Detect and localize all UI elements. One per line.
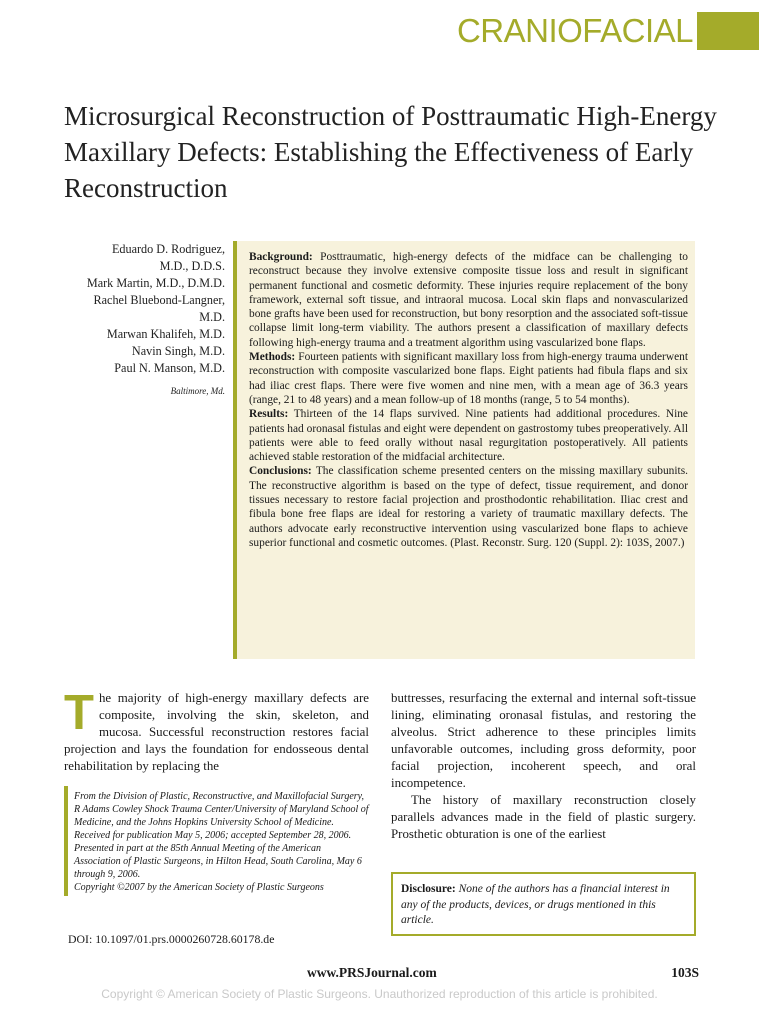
author-line: Navin Singh, M.D.	[131, 344, 225, 358]
journal-url[interactable]: www.PRSJournal.com	[307, 965, 437, 980]
body-paragraph: buttresses, resurfacing the external and internal soft-tissue lining, eliminating oronasal fistulas, and restoring the alveolus. Strict adherence to these principles limits unfavorable outcomes, including gross deformity, poor facial projection, incoherent speech, and oral incompetence.	[391, 691, 696, 790]
abstract-results-label: Results:	[249, 408, 289, 421]
abstract-citation: (Plast. Reconstr. Surg. 120 (Suppl. 2): 103S, 2007.)	[450, 536, 685, 549]
body-paragraph	[64, 686, 369, 775]
author-line: M.D., D.D.S.	[159, 259, 225, 273]
section-label: CRANIOFACIAL	[456, 12, 693, 49]
disclosure-box	[391, 872, 696, 936]
article-title: Microsurgical Reconstruction of Posttraumatic High-Energy Maxillary Defects: Establishing the Effectiveness of Early Reconstruction	[64, 101, 717, 203]
drop-cap: T	[64, 686, 94, 740]
author-line: Rachel Bluebond-Langner,	[93, 293, 225, 307]
author-line: Eduardo D. Rodriguez,	[111, 242, 225, 256]
author-line: Paul N. Manson, M.D.	[114, 361, 225, 375]
footnote-received: Received for publication May 5, 2006; accepted September 28, 2006.	[74, 830, 352, 841]
abstract-background	[249, 250, 688, 350]
body-paragraph: The history of maxillary reconstruction closely parallels advances made in the field of plastic surgery. Prosthetic obturation is one of the earliest	[391, 793, 696, 841]
body-column-left	[64, 686, 369, 775]
footnote-copyright: Copyright ©2007 by the American Society of Plastic Surgeons	[74, 882, 324, 893]
copyright-banner: Copyright © American Society of Plastic Surgeons. Unauthorized reproduction of this article is prohibited.	[101, 987, 658, 1001]
doi: DOI: 10.1097/01.prs.0000260728.60178.de	[68, 932, 275, 946]
author-line: Marwan Khalifeh, M.D.	[106, 327, 225, 341]
article-footnote	[64, 786, 369, 896]
abstract-box	[233, 241, 695, 659]
author-line: M.D.	[199, 310, 225, 324]
author-city: Baltimore, Md.	[170, 386, 225, 396]
abstract-results-text: Thirteen of the 14 flaps survived. Nine patients had additional procedures. Nine patients had oronasal fistulas and eight were dependent on gastrostomy tubes preoperatively. All patients were able to feed orally without nasal regurgitation postoperatively. All patients achieved stable restoration of the midfacial architecture.	[249, 408, 688, 464]
disclosure-text: None of the authors has a financial interest in any of the products, devices, or drugs mentioned in this article.	[401, 883, 670, 926]
abstract-conclusions-text: The classification scheme presented centers on the missing maxillary subunits. The reconstructive algorithm is based on the type of defect, tissue requirement, and donor tissues necessary to restore facial projection and prosthodontic rehabilitation. Iliac crest and fibula bone free flaps are ideal for restoring a variety of traumatic maxillary defects. The authors advocate early reconstructive intervention using vascularized bone flaps to achieve superior functional and cosmetic outcomes.	[249, 465, 688, 549]
abstract-conclusions-label: Conclusions:	[249, 465, 312, 478]
body-column-right	[391, 690, 696, 843]
disclosure-label: Disclosure:	[401, 883, 456, 895]
footnote-affiliation: From the Division of Plastic, Reconstructive, and Maxillofacial Surgery, R Adams Cowley Shock Trauma Center/University of Maryland School of Medicine, and the Johns Hopkins University School of Medicine.	[74, 791, 369, 828]
author-line: Mark Martin, M.D., D.M.D.	[86, 276, 225, 290]
footnote-presented: Presented in part at the 85th Annual Meeting of the American Association of Plastic Surgeons, in Hilton Head, South Carolina, May 6 through 9, 2006.	[74, 843, 362, 880]
abstract-results	[249, 407, 688, 464]
abstract-methods-text: Fourteen patients with significant maxillary loss from high-energy trauma underwent reconstruction with composite vascularized bone flaps. Eight patients had fibula flaps and six had iliac crest flaps. There were five women and nine men, with a mean age of 36.3 years (range, 21 to 48 years) and a mean follow-up of 18 months (range, 5 to 54 months).	[249, 351, 688, 406]
abstract-background-label: Background:	[249, 251, 313, 263]
section-header	[457, 12, 759, 50]
abstract-methods	[249, 350, 688, 407]
abstract-background-text: Posttraumatic, high-energy defects of the midface can be challenging to reconstruct because they involve extensive composite tissue loss and result in significant permanent functional and cosmetic deformity. These injuries require replacement of the bony framework, external soft tissue, and intraoral mucosa. Local skin flaps and nonvascularized bone grafts have been used for reconstruction, but bony resorption and the associated soft-tissue collapse limit long-term viability. The authors present a classification of maxillary defects following high-energy trauma and a treatment algorithm using vascularized bone flaps.	[249, 251, 688, 349]
abstract-methods-label: Methods:	[249, 351, 296, 364]
author-list	[60, 241, 225, 400]
page-number: 103S	[671, 965, 699, 980]
abstract-conclusions	[249, 464, 688, 550]
body-text: he majority of high-energy maxillary defects are composite, involving the skin, skeleton, and mucosa. Successful reconstruction restores facial projection and lays the foundation for endosseous dental rehabilitation by replacing the	[64, 691, 369, 773]
section-accent-bar	[697, 12, 759, 50]
